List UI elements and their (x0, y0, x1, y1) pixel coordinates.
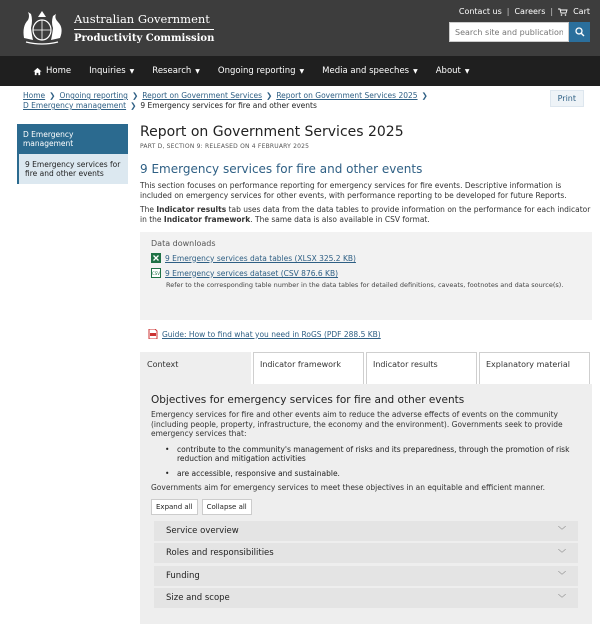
guide-pdf-link[interactable]: Guide: How to find what you need in RoGS (PDF 288.5 KB) (162, 329, 381, 339)
svg-text:CSV: CSV (151, 271, 161, 276)
intro-text: This section focuses on performance reporting for emergency services for fire events. Descriptive information is included on emergency services for other events, with performance reporting to be developed for future Reports. (140, 181, 567, 200)
chevron-down-icon: ﹀ (558, 548, 566, 558)
context-panel (140, 384, 592, 624)
chevron-right-icon: ❯ (49, 91, 56, 100)
text: The (140, 205, 157, 214)
tab-context[interactable]: Context (140, 352, 251, 384)
cart-link[interactable]: Cart (573, 7, 590, 16)
sidebar-item-fire-services[interactable]: 9 Emergency services for fire and other events (17, 154, 128, 184)
pdf-icon (148, 329, 158, 339)
nav-about-label: About (435, 66, 461, 76)
nav-about[interactable] (427, 56, 479, 86)
nav-ongoing-reporting[interactable] (209, 56, 313, 86)
sidebar-item-emergency-management[interactable]: D Emergency management (17, 124, 128, 154)
chevron-down-icon: ﹀ (558, 526, 566, 535)
search-form (449, 22, 590, 42)
search-button[interactable] (569, 22, 590, 42)
objectives-text: Emergency services for fire and other events aim to reduce the adverse effects of events on the community (including people, property, infrastructure, the economy and the environment). Governments seek to provide emergency services that: (151, 410, 563, 438)
main-nav (0, 56, 600, 86)
breadcrumb-ongoing[interactable]: Ongoing reporting (59, 91, 128, 100)
accordion-service-overview[interactable] (154, 521, 578, 541)
tab-indicator-framework[interactable]: Indicator framework (253, 352, 364, 384)
objectives-list (165, 445, 581, 479)
chevron-down-icon: ﹀ (558, 571, 566, 580)
nav-ongoing-label: Ongoing reporting (217, 66, 296, 76)
text-bold: Indicator framework (163, 214, 251, 224)
accordion-label: Funding (166, 570, 200, 581)
print-button[interactable]: Print (550, 90, 584, 107)
caret-down-icon: ▼ (464, 67, 470, 75)
release-meta: PART D, SECTION 9: RELEASED ON 4 FEBRUARY 2025 (140, 143, 310, 150)
section-heading: 9 Emergency services for fire and other events (140, 162, 423, 176)
gov-name: Australian Government (74, 12, 214, 30)
breadcrumb-rogs[interactable]: Report on Government Services (142, 91, 263, 100)
accordion-funding[interactable] (154, 566, 578, 586)
breadcrumb-home[interactable]: Home (23, 91, 46, 100)
caret-down-icon: ▼ (129, 67, 135, 75)
nav-research[interactable] (143, 56, 209, 86)
indicator-text (140, 205, 592, 224)
search-input[interactable] (449, 22, 569, 42)
chevron-down-icon: ﹀ (558, 593, 566, 603)
caret-down-icon: ▼ (195, 67, 200, 75)
text: . The same data is also available in CSV format. (250, 214, 430, 224)
nav-research-label: Research (152, 66, 192, 76)
objectives-heading: Objectives for emergency services for fire and other events (151, 394, 465, 406)
contact-link[interactable]: Contact us (458, 7, 502, 16)
breadcrumb-emergency[interactable]: D Emergency management (23, 101, 127, 110)
aim-text: Governments aim for emergency services to meet these objectives in an equitable and efficient manner. (151, 483, 545, 492)
list-item: • contribute to the community's management of risks and its preparedness, through the promotion of risk reduction and mitigation activities (165, 445, 581, 464)
accordion (151, 521, 581, 609)
coat-of-arms-icon (18, 8, 66, 48)
nav-home[interactable] (24, 56, 80, 86)
text: tab uses data from the data tables to provide information on the performance for each indicator in the (140, 205, 591, 224)
cart-icon[interactable] (558, 8, 568, 16)
breadcrumb-rogs-2025[interactable]: Report on Government Services 2025 (276, 91, 418, 100)
nav-media[interactable] (313, 56, 427, 86)
tab-indicator-results[interactable]: Indicator results (366, 352, 477, 384)
accordion-size-scope[interactable] (154, 588, 578, 608)
site-header (0, 0, 600, 56)
page-title: Report on Government Services 2025 (140, 124, 404, 140)
chevron-right-icon: ❯ (421, 91, 428, 100)
caret-down-icon: ▼ (413, 67, 418, 75)
breadcrumb (23, 91, 443, 111)
expand-all-button[interactable]: Expand all (151, 499, 198, 515)
chevron-right-icon: ❯ (131, 91, 139, 100)
accordion-label: Service overview (166, 525, 239, 536)
accordion-roles[interactable] (154, 543, 578, 563)
data-downloads (140, 232, 592, 320)
top-links: Contact us | Careers | Cart (458, 7, 590, 16)
chevron-right-icon: ❯ (130, 101, 137, 110)
caret-down-icon: ▼ (299, 67, 305, 75)
chevron-right-icon: ❯ (266, 91, 273, 100)
careers-link[interactable]: Careers (514, 7, 546, 16)
xlsx-download-link[interactable]: 9 Emergency services data tables (XLSX 325.2 KB) (165, 253, 356, 263)
sidebar (17, 124, 128, 184)
csv-icon (151, 268, 161, 278)
csv-download-link[interactable]: 9 Emergency services dataset (CSV 876.6 KB) (165, 268, 339, 278)
logo[interactable] (18, 8, 214, 48)
excel-icon (151, 253, 161, 263)
nav-home-label: Home (46, 66, 72, 76)
downloads-title: Data downloads (151, 239, 216, 248)
list-item: • are accessible, responsive and sustainable. (165, 469, 581, 479)
collapse-all-button[interactable]: Collapse all (202, 499, 252, 515)
breadcrumb-current: 9 Emergency services for fire and other events (140, 101, 317, 110)
nav-inquiries-label: Inquiries (89, 66, 126, 76)
nav-media-label: Media and speeches (322, 66, 410, 76)
accordion-label: Roles and responsibilities (166, 548, 274, 558)
text-bold: Indicator results (156, 205, 227, 214)
home-icon (33, 67, 42, 76)
nav-inquiries[interactable] (80, 56, 143, 86)
tab-list (140, 352, 592, 384)
downloads-note: Refer to the corresponding table number in the data tables for detailed definitions, caveats, footnotes and data source(s). (166, 281, 564, 289)
agency-name: Productivity Commission (74, 33, 215, 44)
main-content (140, 124, 592, 624)
search-icon (575, 27, 585, 37)
accordion-label: Size and scope (166, 593, 230, 603)
tab-explanatory-material[interactable]: Explanatory material (479, 352, 590, 384)
